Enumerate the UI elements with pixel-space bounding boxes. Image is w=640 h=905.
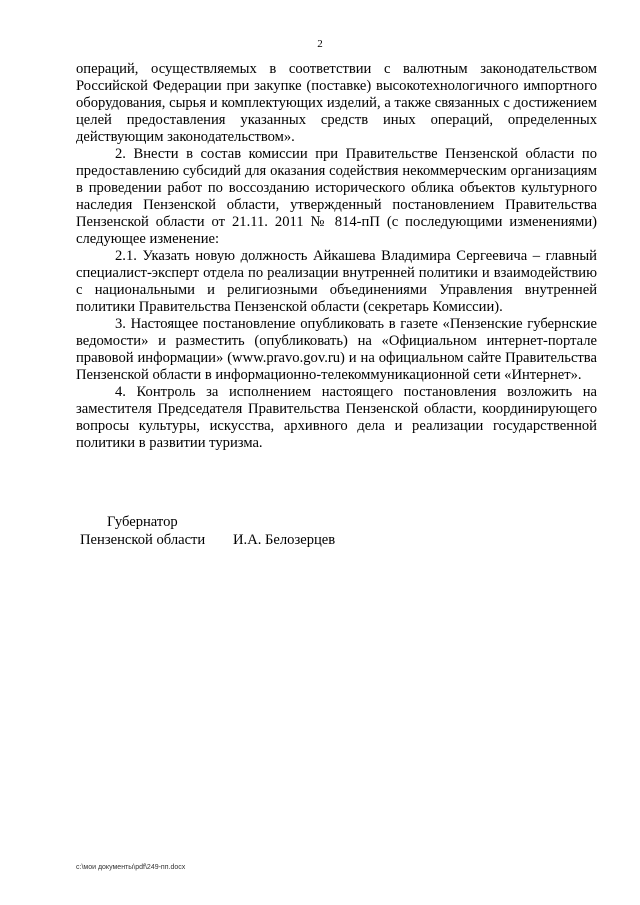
signatory-name: И.А. Белозерцев <box>233 532 336 548</box>
footer-file-path: c:\мои документы\pdf\249-пп.docx <box>76 864 186 871</box>
signature-block <box>0 513 640 553</box>
document-body <box>76 61 597 452</box>
page-number: 2 <box>317 38 323 50</box>
signatory-position-line1: Губернатор <box>107 514 178 530</box>
paragraph-continuation: операций, осуществляемых в соответствии с валютным законодательством Российской Федерации при закупке (поставке) высокотехнологичного импортного оборудования, сырья и комплектующих изделий, а также связанных с достижением целей предоставления указанных средств иных операций, определенных действующим законодательством». <box>76 61 597 145</box>
signatory-position-line2: Пензенской области <box>80 532 206 548</box>
paragraph-item-2-1: 2.1. Указать новую должность Айкашева Владимира Сергеевича – главный специалист-эксперт отдела по реализации внутренней политики и взаимодействию с национальными и религиозными объединениями Управления внутренней политики Правительства Пензенской области (секретарь Комиссии). <box>76 248 597 315</box>
paragraph-item-2: 2. Внести в состав комиссии при Правительстве Пензенской области по предоставлению субсидий для оказания содействия некоммерческим организациям в проведении работ по воссозданию исторического облика объектов культурного наследия Пензенской области, утвержденный постановлением Правительства Пензенской области от 21.11. 2011 № 814-пП (с последующими изменениями) следующее изменение: <box>76 146 597 247</box>
paragraph-item-3: 3. Настоящее постановление опубликовать в газете «Пензенские губернские ведомости» и разместить (опубликовать) на «Официальном интернет-портале правовой информации» (www.pravo.gov.ru) и на официальном сайте Правительства Пензенской области в информационно-телекоммуникационной сети «Интернет». <box>76 316 597 383</box>
paragraph-item-4: 4. Контроль за исполнением настоящего постановления возложить на заместителя Председателя Правительства Пензенской области, координирующего вопросы культуры, искусства, архивного дела и реализации государственной политики в развитии туризма. <box>76 384 597 451</box>
